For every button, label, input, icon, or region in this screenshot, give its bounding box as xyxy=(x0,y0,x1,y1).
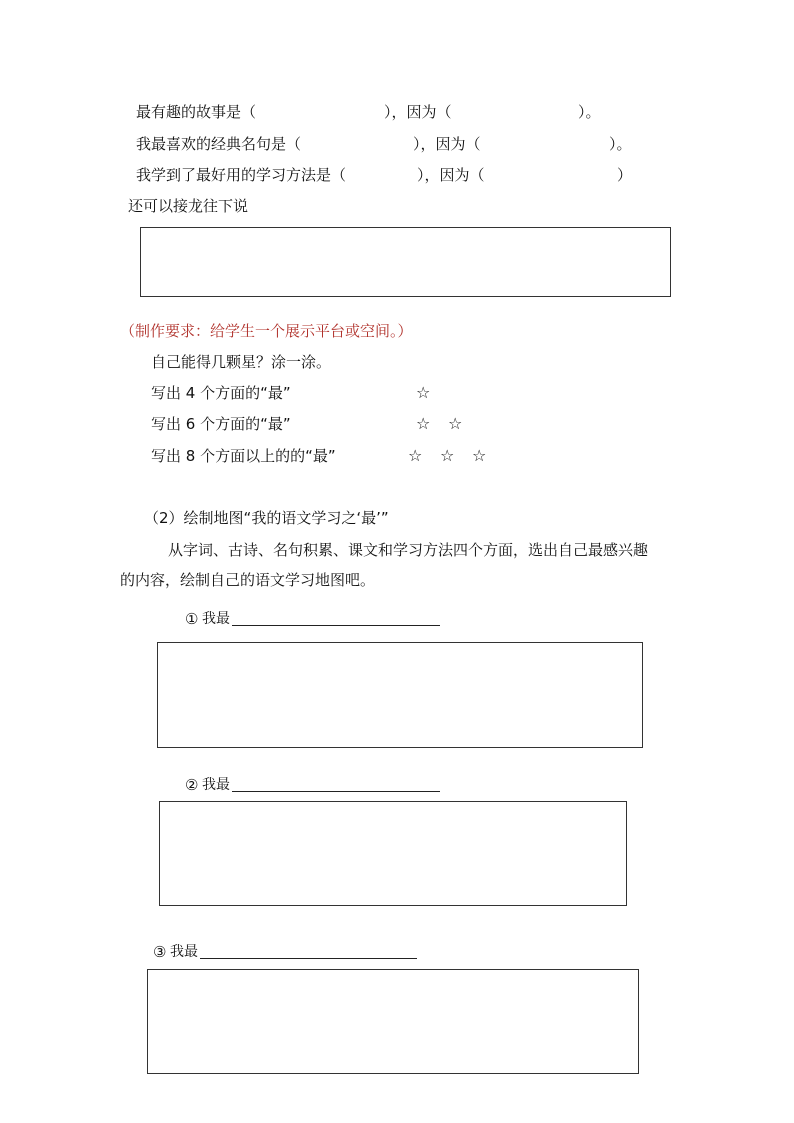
section2-intro-line1: 从字词、古诗、名句积累、课文和学习方法四个方面，选出自己最感兴趣 xyxy=(168,541,649,559)
item-2-underline[interactable] xyxy=(232,791,440,792)
item-2-drawing-box[interactable] xyxy=(159,801,627,906)
star-icon[interactable]: ☆ xyxy=(448,414,463,433)
fill-line-3-part2: ），因为（ xyxy=(417,166,485,184)
continue-answer-box[interactable] xyxy=(140,227,671,297)
fill-line-2-part2: ），因为（ xyxy=(413,135,481,153)
self-eval-row-1-label: 写出 4 个方面的“最” xyxy=(151,384,291,402)
star-icon[interactable]: ☆ xyxy=(408,446,423,465)
fill-line-1-part1: 最有趣的故事是（ xyxy=(136,103,257,121)
item-3-number: ③ xyxy=(153,943,167,961)
star-icon[interactable]: ☆ xyxy=(416,414,431,433)
fill-line-1-part3: ）。 xyxy=(578,103,601,121)
section2-intro-line2: 的内容，绘制自己的语文学习地图吧。 xyxy=(120,571,376,589)
item-2-label: 我最 xyxy=(202,777,230,793)
item-1-label: 我最 xyxy=(202,611,230,627)
fill-line-1-part2: ），因为（ xyxy=(384,103,452,121)
fill-line-3-part3: ） xyxy=(617,166,633,184)
self-eval-row-3-label: 写出 8 个方面以上的的“最” xyxy=(151,447,336,465)
continue-label: 还可以接龙往下说 xyxy=(128,197,249,215)
item-1-underline[interactable] xyxy=(232,625,440,626)
fill-line-2-part1: 我最喜欢的经典名句是（ xyxy=(136,135,302,153)
section2-heading: （2）绘制地图“我的语文学习之‘最’” xyxy=(144,509,389,527)
self-eval-row-2-label: 写出 6 个方面的“最” xyxy=(151,415,291,433)
star-icon[interactable]: ☆ xyxy=(440,446,455,465)
item-3-underline[interactable] xyxy=(200,958,417,959)
self-eval-prompt: 自己能得几颗星？涂一涂。 xyxy=(151,353,332,371)
item-1-number: ① xyxy=(185,610,199,628)
star-icon[interactable]: ☆ xyxy=(472,446,487,465)
item-2-number: ② xyxy=(185,776,199,794)
requirement-note: （制作要求：给学生一个展示平台或空间。） xyxy=(120,322,413,340)
fill-line-3-part1: 我学到了最好用的学习方法是（ xyxy=(136,166,347,184)
item-1-drawing-box[interactable] xyxy=(157,642,643,748)
item-3-drawing-box[interactable] xyxy=(147,969,639,1074)
fill-line-2-part3: ）。 xyxy=(609,135,632,153)
item-3-label: 我最 xyxy=(170,944,198,960)
star-icon[interactable]: ☆ xyxy=(416,383,431,402)
